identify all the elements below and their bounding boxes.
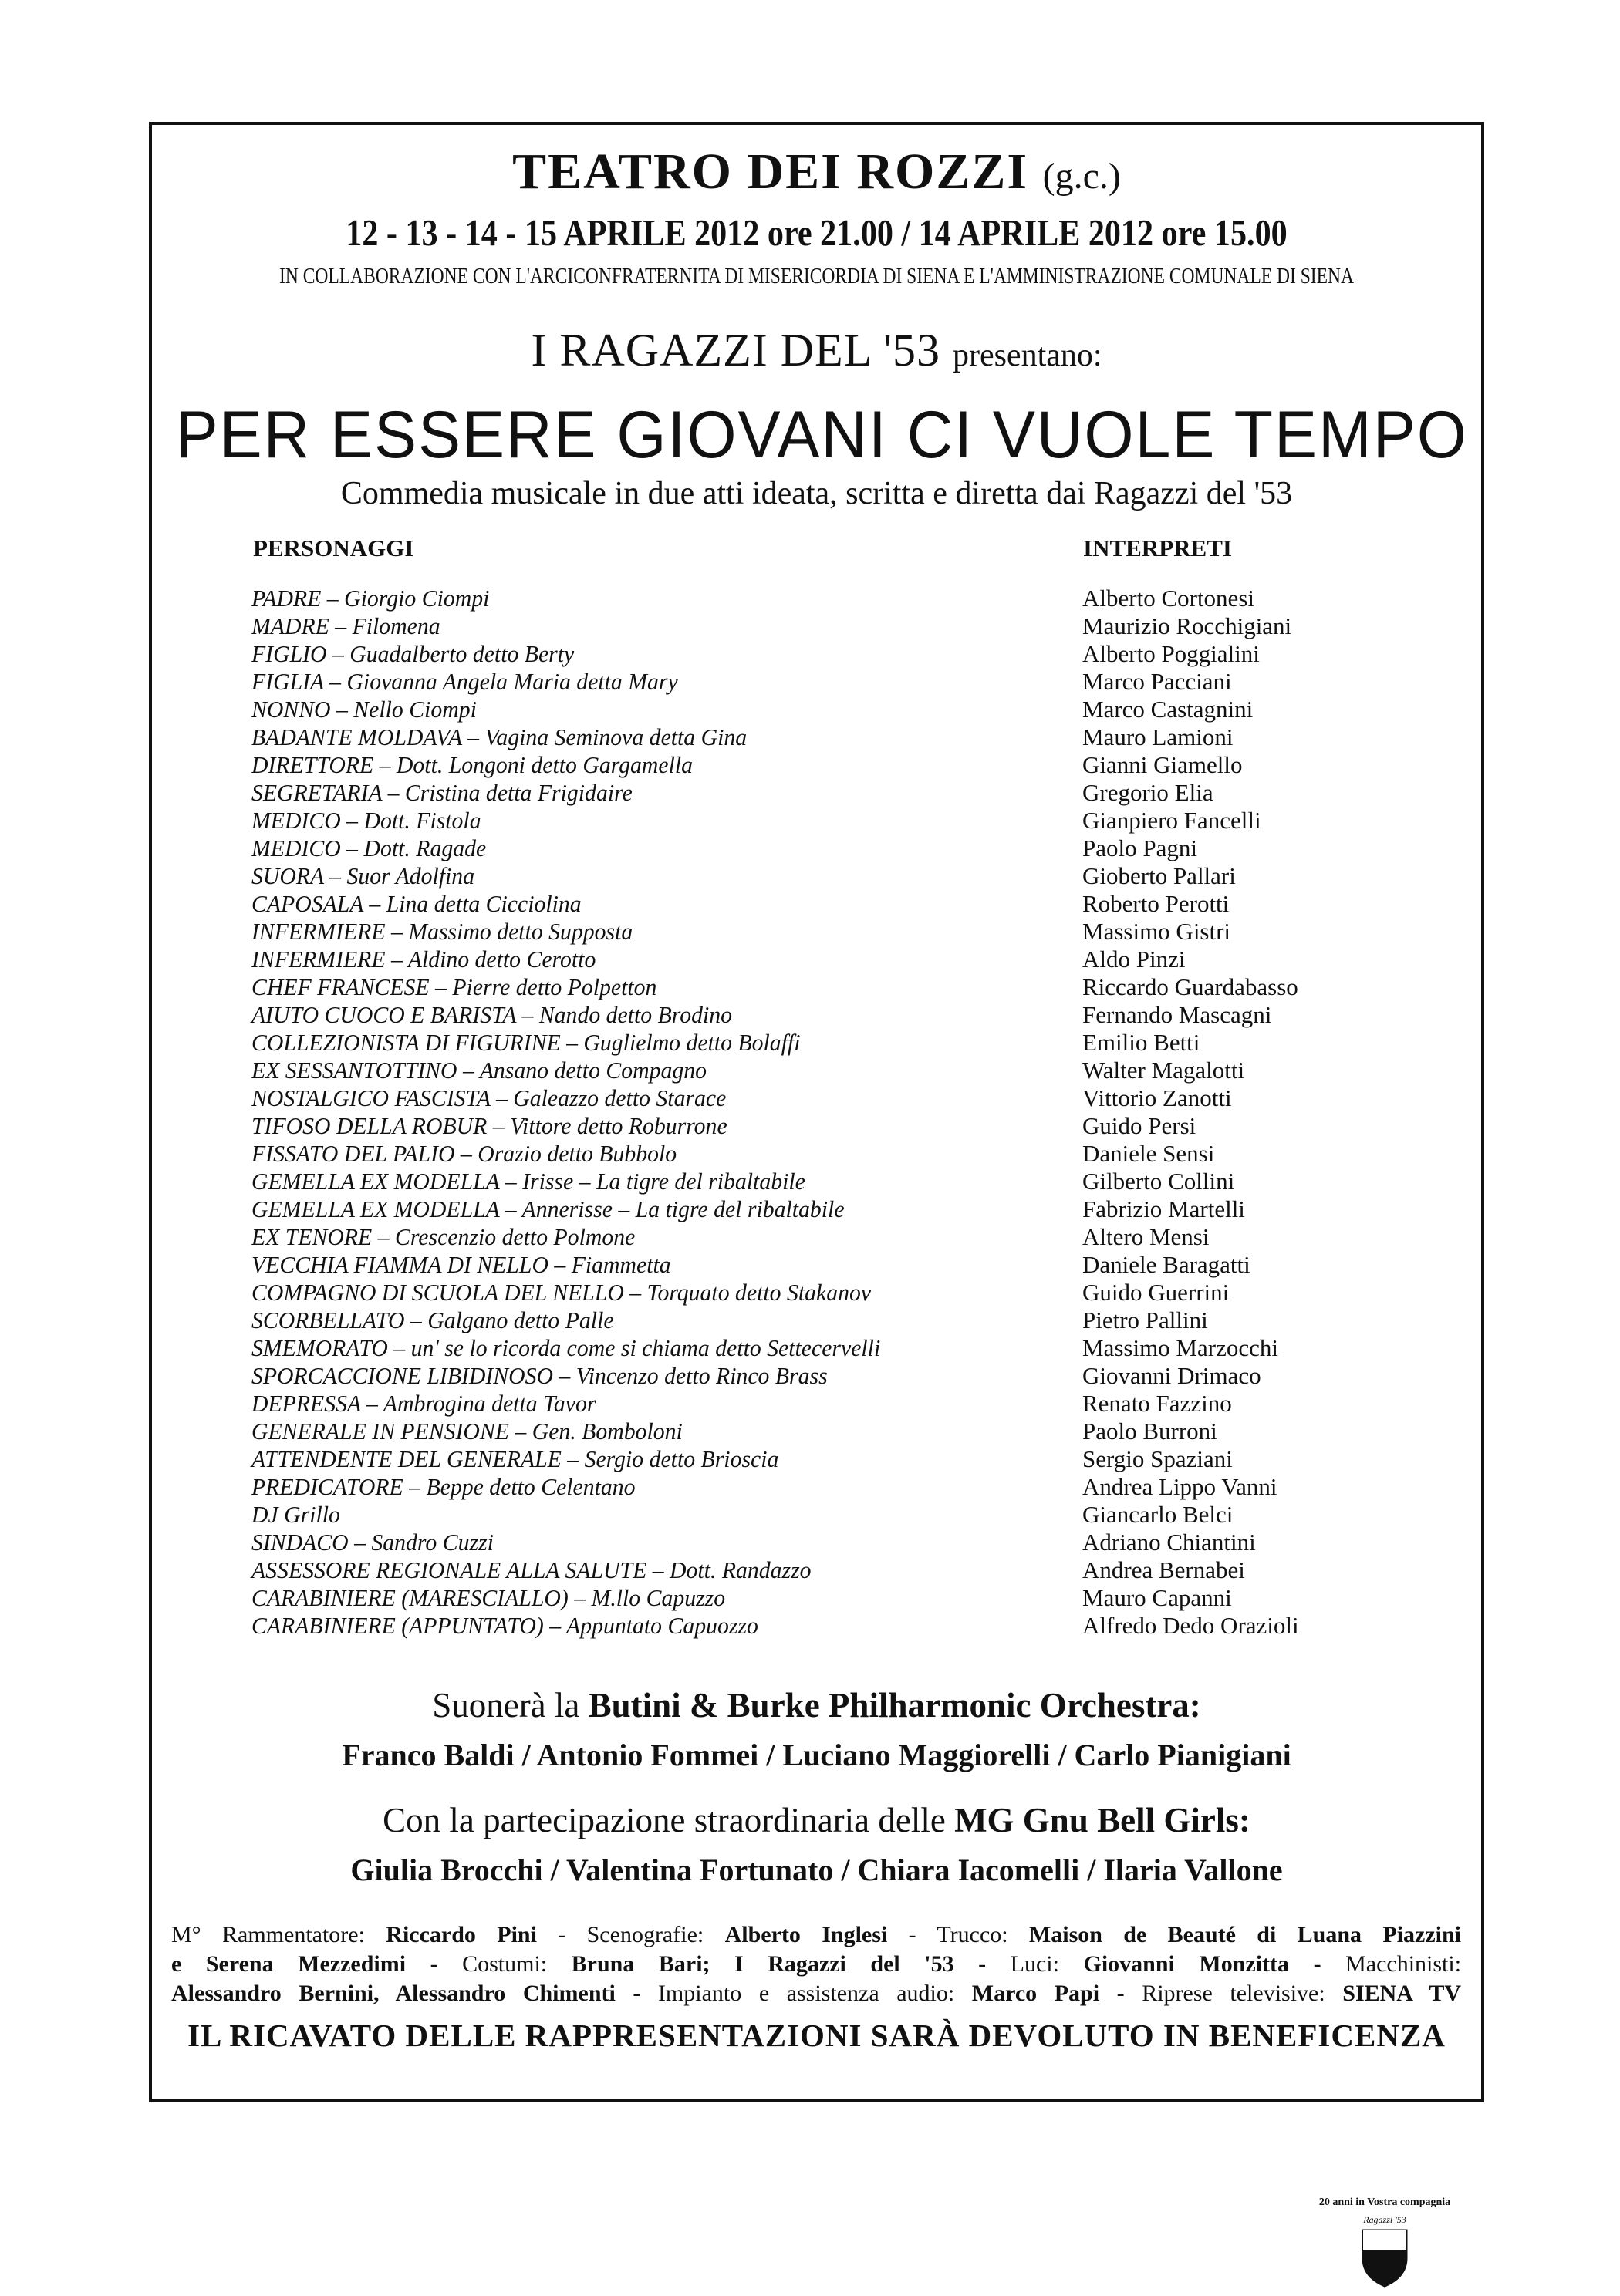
role-27: SCORBELLATO – Galgano detto Palle (251, 1306, 614, 1333)
credit-label: - Costumi: (430, 1951, 548, 1977)
actor-36: Andrea Bernabei (1082, 1556, 1245, 1583)
role-11: SUORA – Suor Adolfina (251, 862, 475, 889)
role-2: MADRE – Filomena (251, 612, 440, 639)
role-31: GENERALE IN PENSIONE – Gen. Bomboloni (251, 1418, 683, 1445)
girls-list: Giulia Brocchi / Valentina Fortunato / Chiara Iacomelli / Ilaria Vallone (350, 1853, 1283, 1887)
credit-label: - Scenografie: (558, 1922, 704, 1947)
role-32: ATTENDENTE DEL GENERALE – Sergio detto Brioscia (251, 1445, 779, 1472)
actor-2: Maurizio Rocchigiani (1082, 612, 1292, 639)
credit-makeup: Maison de Beauté di Luana Piazzini (1028, 1922, 1462, 1947)
actor-21: Daniele Sensi (1082, 1140, 1215, 1167)
actors-header: INTERPRETI (1083, 534, 1232, 561)
role-3: FIGLIO – Guadalberto detto Berty (251, 640, 575, 667)
credits-block (171, 1920, 1461, 2008)
role-21: FISSATO DEL PALIO – Orazio detto Bubbolo (251, 1140, 677, 1167)
role-24: EX TENORE – Crescenzio detto Polmone (251, 1223, 636, 1250)
credits-line-2 (171, 1950, 1461, 1979)
role-4: FIGLIA – Giovanna Angela Maria detta Mary (251, 668, 678, 695)
svg-text:Ragazzi '53: Ragazzi '53 (1363, 2214, 1406, 2225)
benefit-notice: IL RICAVATO DELLE RAPPRESENTAZIONI SARÀ DEVOLUTO IN BENEFICENZA (187, 2018, 1446, 2053)
actor-10: Paolo Pagni (1082, 834, 1197, 861)
actor-30: Renato Fazzino (1082, 1390, 1232, 1417)
theatre-name: TEATRO DEI ROZZI (512, 143, 1029, 200)
orchestra-intro: Suonerà la (432, 1686, 580, 1725)
credits-line-3 (171, 1979, 1461, 2008)
actor-16: Fernando Mascagni (1082, 1001, 1272, 1028)
credit-sets: Alberto Inglesi (724, 1922, 888, 1947)
role-14: INFERMIERE – Aldino detto Cerotto (251, 946, 596, 973)
actor-9: Gianpiero Fancelli (1082, 807, 1261, 834)
role-35: SINDACO – Sandro Cuzzi (251, 1529, 494, 1556)
actor-29: Giovanni Drimaco (1082, 1362, 1261, 1389)
actor-5: Marco Castagnini (1082, 696, 1254, 723)
role-22: GEMELLA EX MODELLA – Irisse – La tigre del ribaltabile (251, 1168, 805, 1195)
credit-prompter: Riccardo Pini (386, 1922, 537, 1947)
actor-6: Mauro Lamioni (1082, 723, 1234, 750)
role-28: SMEMORATO – un' se lo ricorda come si chiama detto Settecervelli (251, 1334, 881, 1361)
role-25: VECCHIA FIAMMA DI NELLO – Fiammetta (251, 1251, 671, 1278)
theatre-title (149, 143, 1484, 201)
actor-3: Alberto Poggialini (1082, 640, 1260, 667)
role-38: CARABINIERE (APPUNTATO) – Appuntato Capuozzo (251, 1612, 758, 1639)
role-15: CHEF FRANCESE – Pierre detto Polpetton (251, 973, 657, 1000)
role-37: CARABINIERE (MARESCIALLO) – M.llo Capuzzo (251, 1584, 726, 1611)
footer-tagline: 20 anni in Vostra compagnia (1318, 2197, 1451, 2208)
roles-header: PERSONAGGI (253, 534, 414, 561)
role-20: TIFOSO DELLA ROBUR – Vittore detto Roburrone (251, 1112, 727, 1139)
role-18: EX SESSANTOTTINO – Ansano detto Compagno (251, 1057, 707, 1084)
actor-32: Sergio Spaziani (1082, 1445, 1233, 1472)
role-29: SPORCACCIONE LIBIDINOSO – Vincenzo detto Rinco Brass (251, 1362, 828, 1389)
role-36: ASSESSORE REGIONALE ALLA SALUTE – Dott. Randazzo (251, 1556, 812, 1583)
actor-12: Roberto Perotti (1082, 890, 1230, 917)
actor-13: Massimo Gistri (1082, 918, 1231, 945)
show-title: PER ESSERE GIOVANI CI VUOLE TEMPO (175, 398, 1468, 472)
credit-makeup-2: e Serena Mezzedimi (171, 1951, 407, 1977)
role-7: DIRETTORE – Dott. Longoni detto Gargamella (251, 751, 694, 778)
actor-34: Giancarlo Belci (1082, 1501, 1234, 1528)
company-logo (1354, 2212, 1416, 2289)
role-34: DJ Grillo (251, 1501, 340, 1528)
actor-35: Adriano Chiantini (1082, 1529, 1256, 1556)
actor-19: Vittorio Zanotti (1082, 1084, 1232, 1111)
actor-31: Paolo Burroni (1082, 1418, 1217, 1445)
theatre-note: (g.c.) (1042, 156, 1121, 197)
credits-line-1 (171, 1920, 1461, 1950)
credit-label: - Macchinisti: (1313, 1951, 1462, 1977)
company-presents (149, 324, 1484, 377)
guests-name: MG Gnu Bell Girls: (954, 1801, 1250, 1839)
actor-22: Gilberto Collini (1082, 1168, 1235, 1195)
credit-label: - Luci: (978, 1951, 1059, 1977)
role-12: CAPOSALA – Lina detta Cicciolina (251, 890, 582, 917)
guests-intro: Con la partecipazione straordinaria delle (383, 1801, 946, 1839)
role-6: BADANTE MOLDAVA – Vagina Seminova detta Gina (251, 723, 748, 750)
credit-label: - Impianto e assistenza audio: (633, 1981, 955, 2006)
roles-list (251, 585, 906, 1640)
actor-18: Walter Magalotti (1082, 1057, 1245, 1084)
actor-20: Guido Persi (1082, 1112, 1196, 1139)
credit-costumes: Bruna Bari; I Ragazzi del '53 (571, 1951, 954, 1977)
collaboration-line: IN COLLABORAZIONE CON L'ARCICONFRATERNITA DI MISERICORDIA DI SIENA E L'AMMINISTRAZIONE COMUNALE DI SIENA (279, 265, 1354, 288)
role-8: SEGRETARIA – Cristina detta Frigidaire (251, 779, 633, 806)
role-1: PADRE – Giorgio Ciompi (251, 585, 490, 612)
actor-1: Alberto Cortonesi (1082, 585, 1254, 612)
actor-25: Daniele Baragatti (1082, 1251, 1250, 1278)
actor-8: Gregorio Elia (1082, 779, 1213, 806)
role-5: NONNO – Nello Ciompi (251, 696, 477, 723)
role-17: COLLEZIONISTA DI FIGURINE – Guglielmo detto Bolaffi (251, 1029, 801, 1056)
role-13: INFERMIERE – Massimo detto Supposta (251, 918, 633, 945)
role-33: PREDICATORE – Beppe detto Celentano (251, 1473, 636, 1500)
actor-33: Andrea Lippo Vanni (1082, 1473, 1277, 1500)
performance-dates: 12 - 13 - 14 - 15 APRILE 2012 ore 21.00 / 14 APRILE 2012 ore 15.00 (346, 211, 1288, 254)
credit-machinists: Alessandro Bernini, Alessandro Chimenti (171, 1981, 616, 2006)
actor-14: Aldo Pinzi (1082, 946, 1186, 973)
orchestra-name: Butini & Burke Philharmonic Orchestra: (588, 1686, 1201, 1725)
presents-word: presentano: (952, 338, 1102, 373)
role-23: GEMELLA EX MODELLA – Annerisse – La tigre del ribaltabile (251, 1195, 845, 1222)
role-16: AIUTO CUOCO E BARISTA – Nando detto Brodino (251, 1001, 733, 1028)
musicians-list: Franco Baldi / Antonio Fommei / Luciano Maggiorelli / Carlo Pianigiani (342, 1738, 1291, 1772)
actor-4: Marco Pacciani (1082, 668, 1232, 695)
credit-tv: SIENA TV (1342, 1981, 1462, 2006)
actors-list (1082, 585, 1299, 1640)
credit-label: - Riprese televisive: (1116, 1981, 1325, 2006)
actor-7: Gianni Giamello (1082, 751, 1243, 778)
actor-17: Emilio Betti (1082, 1029, 1200, 1056)
actor-37: Mauro Capanni (1082, 1584, 1232, 1611)
show-subtitle: Commedia musicale in due atti ideata, scritta e diretta dai Ragazzi del '53 (340, 476, 1293, 511)
actor-24: Altero Mensi (1082, 1223, 1210, 1250)
credit-label: - Trucco: (908, 1922, 1008, 1947)
orchestra-line (149, 1685, 1484, 1725)
actor-38: Alfredo Dedo Orazioli (1082, 1612, 1299, 1639)
actor-27: Pietro Pallini (1082, 1306, 1208, 1333)
role-30: DEPRESSA – Ambrogina detta Tavor (251, 1390, 596, 1417)
credit-lights: Giovanni Monzitta (1083, 1951, 1290, 1977)
role-10: MEDICO – Dott. Ragade (251, 834, 487, 861)
actor-28: Massimo Marzocchi (1082, 1334, 1278, 1361)
role-19: NOSTALGICO FASCISTA – Galeazzo detto Starace (251, 1084, 727, 1111)
role-9: MEDICO – Dott. Fistola (251, 807, 481, 834)
actor-23: Fabrizio Martelli (1082, 1195, 1245, 1222)
actor-15: Riccardo Guardabasso (1082, 973, 1298, 1000)
credit-audio: Marco Papi (971, 1981, 1100, 2006)
role-26: COMPAGNO DI SCUOLA DEL NELLO – Torquato detto Stakanov (251, 1279, 872, 1306)
actor-26: Guido Guerrini (1082, 1279, 1230, 1306)
guests-line (149, 1800, 1484, 1840)
company-name: I RAGAZZI DEL '53 (531, 325, 940, 376)
credit-label: M° Rammentatore: (171, 1922, 365, 1947)
actor-11: Gioberto Pallari (1082, 862, 1236, 889)
